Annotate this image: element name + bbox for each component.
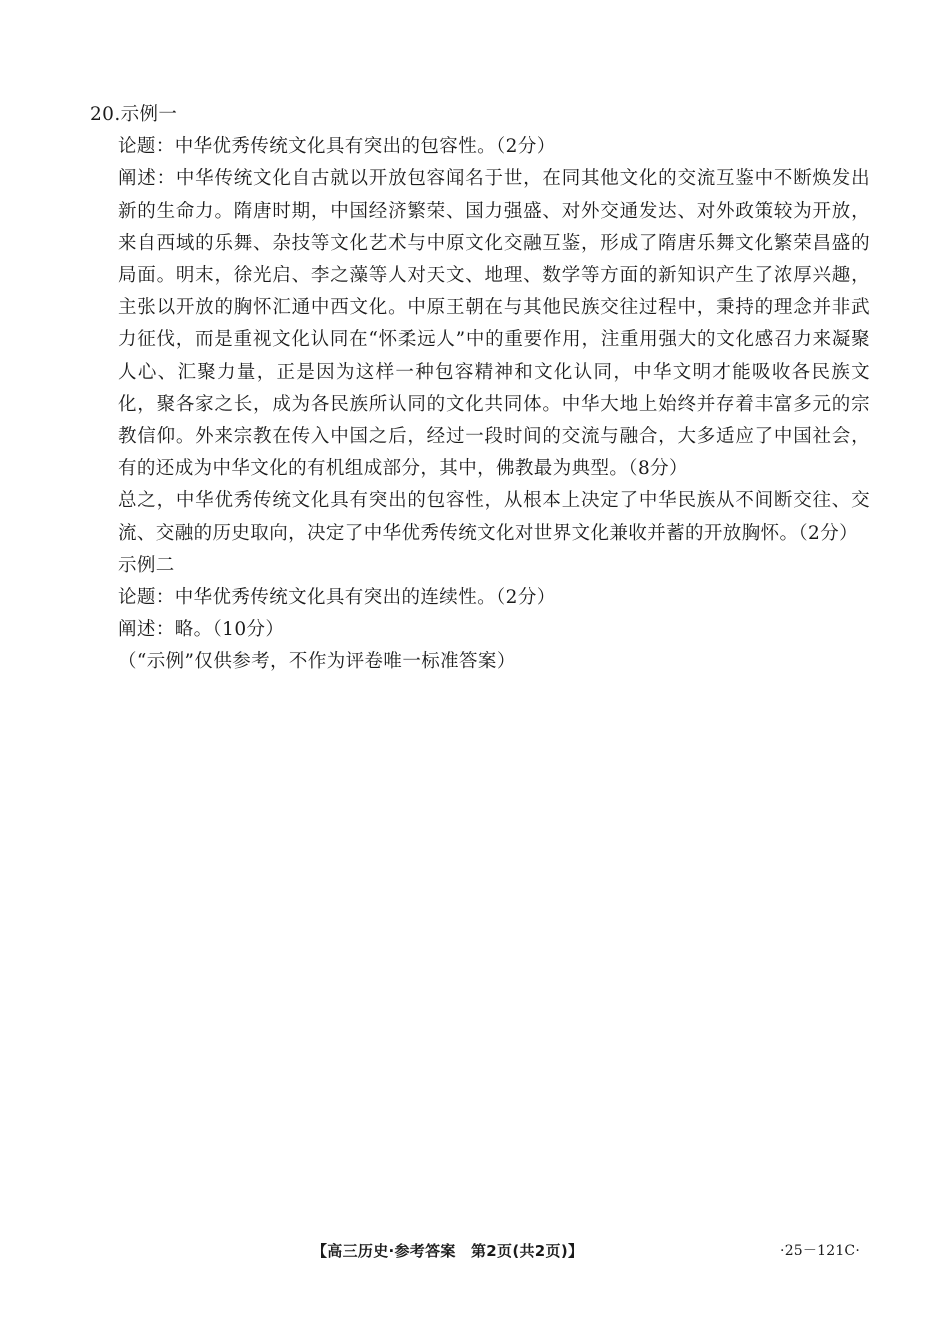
footer-title: 【高三历史·参考答案 第2页(共2页)】 <box>312 1242 584 1260</box>
footer-code: ·25－121C· <box>780 1243 860 1259</box>
example2-elaboration: 阐述：略。（10分） <box>118 619 285 641</box>
question-heading: 20.示例一 <box>90 104 178 125</box>
answer-content <box>90 99 870 679</box>
example1-conclusion: 总之，中华优秀传统文化具有突出的包容性，从根本上决定了中华民族从不间断交往、交流、交融的历史取向，决定了中华优秀传统文化对世界文化兼收并蓄的开放胸怀。（2分） <box>118 490 870 544</box>
reference-note: （“示例”仅供参考，不作为评卷唯一标准答案） <box>118 651 516 673</box>
example2-heading: 示例二 <box>118 554 175 576</box>
example1-elaboration: 阐述：中华传统文化自古就以开放包容闻名于世，在同其他文化的交流互鉴中不断焕发出新的生命力。隋唐时期，中国经济繁荣、国力强盛、对外交通发达、对外政策较为开放，来自西域的乐舞、杂技等文化艺术与中原文化交融互鉴，形成了隋唐乐舞文化繁荣昌盛的局面。明末，徐光启、李之藻等人对天文、地理、数学等方面的新知识产生了浓厚兴趣，主张以开放的胸怀汇通中西文化。中原王朝在与其他民族交往过程中，秉持的理念并非武力征伐，而是重视文化认同在“怀柔远人”中的重要作用，注重用强大的文化感召力来凝聚人心、汇聚力量，正是因为这样一种包容精神和文化认同，中华文明才能吸收各民族文化，聚各家之长，成为各民族所认同的文化共同体。中华大地上始终并存着丰富多元的宗教信仰。外来宗教在传入中国之后，经过一段时间的交流与融合，大多适应了中国社会，有的还成为中华文化的有机组成部分，其中，佛教最为典型。（8分） <box>118 168 870 480</box>
example2-thesis: 论题：中华优秀传统文化具有突出的连续性。（2分） <box>118 587 556 609</box>
example1-thesis: 论题：中华优秀传统文化具有突出的包容性。（2分） <box>118 136 556 158</box>
page-footer <box>0 1239 950 1263</box>
